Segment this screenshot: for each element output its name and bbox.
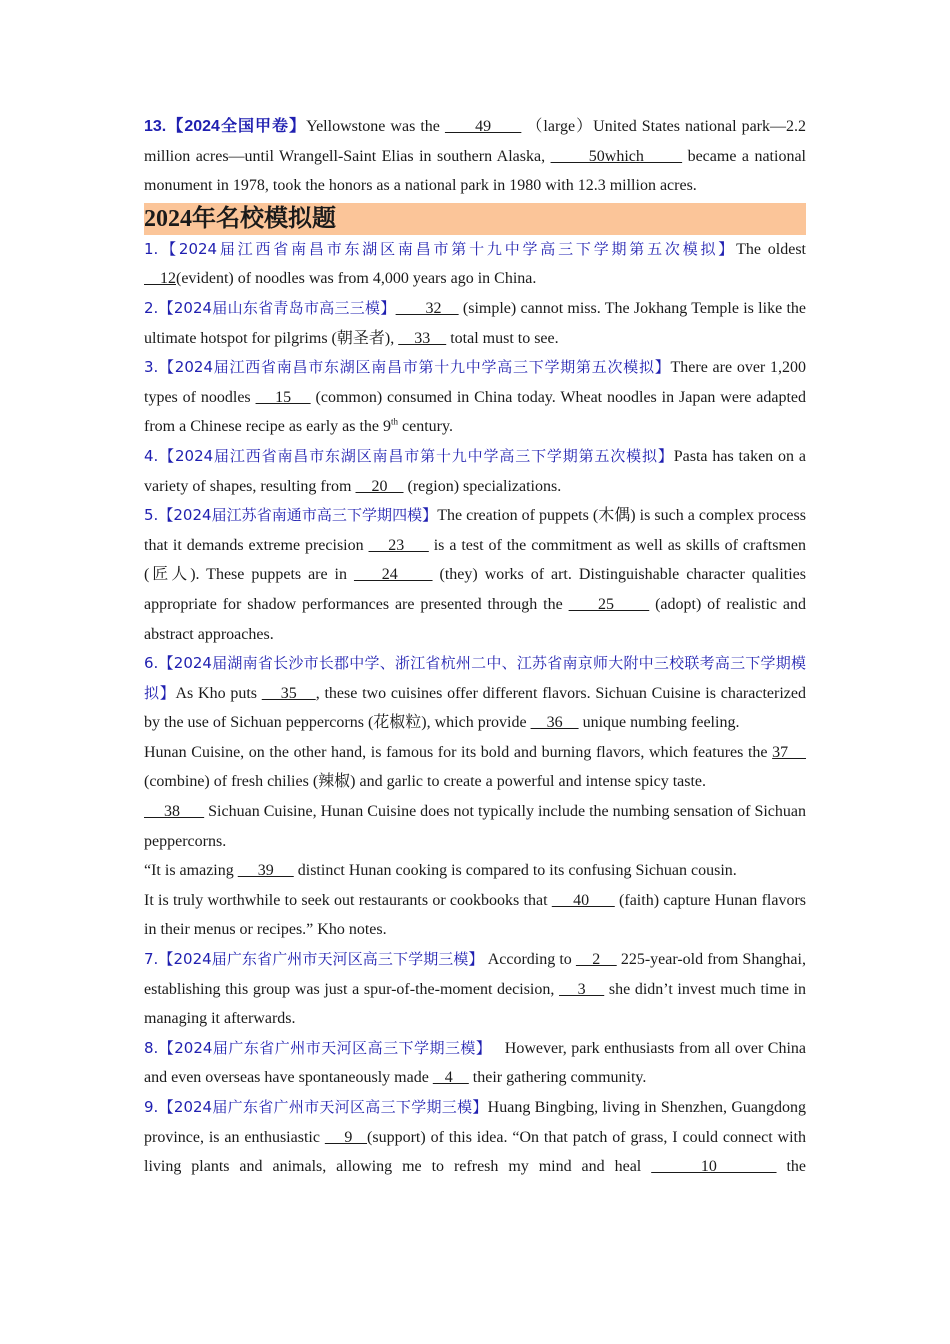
answer-blank: 12	[144, 270, 176, 288]
question-text: The oldest	[736, 240, 807, 258]
question-text: Yellowstone was the	[306, 118, 445, 135]
question-3	[144, 353, 806, 442]
question-6	[144, 649, 806, 738]
question-text: (region) specializations.	[403, 477, 562, 495]
answer-blank: 15	[255, 388, 311, 406]
question-text: century.	[398, 418, 453, 436]
answer-blank: 36	[530, 714, 579, 732]
answer-blank: 49	[444, 118, 522, 135]
question-2	[144, 294, 806, 353]
question-text: (adopt) of realistic and abstract approaches.	[144, 595, 807, 643]
question-text: (they) works of art. Distinguishable character qualities appropriate for shadow performances are presented through the	[144, 566, 806, 613]
question-number: 6.	[144, 654, 159, 673]
question-text: (evident) of noodles was from 4,000 years ago in China.	[176, 270, 537, 288]
section-heading: 2024年名校模拟题	[144, 203, 806, 235]
answer-blank: 9	[324, 1128, 368, 1146]
question-text: the	[776, 1158, 807, 1176]
question-number: 4.	[144, 446, 159, 465]
answer-blank: 24	[353, 566, 433, 584]
question-13	[144, 112, 806, 201]
question-text: is a test of the commitment as well as skills of craftsmen (匠人). These puppets are in	[144, 536, 806, 584]
question-text: 225-year-old from Shanghai, establishing this group was just a spur-of-the-moment decision,	[144, 951, 806, 998]
source-tag: 【2024全国甲卷】	[166, 118, 307, 135]
answer-blank: 2	[575, 951, 617, 969]
question-number: 2.	[144, 298, 159, 317]
question-number: 1.	[144, 239, 159, 258]
question-text: (support) of this idea. “On that patch of grass, I could connect with living plants and animals, allowing me to refresh my mind and heal	[144, 1128, 807, 1176]
question-text: Sichuan Cuisine, Hunan Cuisine does not typically include the numbing sensation of Sichuan peppercorns.	[144, 803, 806, 850]
answer-blank: 20	[355, 477, 404, 495]
answer-blank: 32	[395, 299, 459, 317]
question-text: “It is amazing	[144, 862, 238, 880]
question-text: total must to see.	[446, 329, 559, 347]
question-6-paragraph-2	[144, 738, 806, 797]
question-6-paragraph-4	[144, 856, 806, 886]
answer-blank: 35	[261, 684, 316, 702]
question-number: 9.	[144, 1098, 159, 1116]
question-text: (faith) capture Hunan flavors in their menus or recipes.” Kho notes.	[144, 891, 807, 939]
question-text: There are over 1,200 types of noodles	[144, 359, 806, 406]
document-page	[144, 112, 810, 1182]
question-text: However, park enthusiasts from all over China and even overseas have spontaneously made	[144, 1039, 810, 1087]
answer-blank: 50which	[550, 147, 683, 165]
answer-blank: 23	[368, 536, 429, 554]
question-text: As Kho puts	[175, 684, 262, 702]
question-6-paragraph-3	[144, 797, 806, 856]
question-text: became a national monument in 1978, took the honors as a national park in 1980 with 12.3 million acres.	[144, 147, 806, 195]
answer-blank: 40	[551, 891, 615, 909]
source-tag: 【2024届江西省南昌市东湖区南昌市第十九中学高三下学期第五次模拟】	[158, 358, 671, 377]
question-number: 8.	[144, 1038, 159, 1057]
answer-blank: 38	[144, 803, 205, 821]
question-text: unique numbing feeling.	[578, 714, 740, 732]
question-5	[144, 501, 806, 649]
source-tag: 【2024届江苏省南通市高三下学期四模】	[158, 506, 438, 525]
source-tag: 【2024届湖南省长沙市长郡中学、浙江省杭州二中、江苏省南京师大附中三校联考高三下学期模拟】	[144, 654, 806, 702]
answer-blank: 37	[772, 743, 806, 761]
question-8	[144, 1034, 810, 1093]
source-tag: 【2024届广东省广州市天河区高三下学期三模】	[158, 950, 484, 969]
source-tag: 【2024届江西省南昌市东湖区南昌市第十九中学高三下学期第五次模拟】	[158, 446, 674, 465]
source-tag: 【2024届江西省南昌市东湖区南昌市第十九中学高三下学期第五次模拟】	[158, 239, 737, 258]
answer-blank: 3	[559, 980, 605, 998]
question-text: (combine) of fresh chilies (辣椒) and garlic to create a powerful and intense spicy taste.	[144, 773, 707, 791]
question-7	[144, 945, 806, 1034]
question-text: (simple) cannot miss. The Jokhang Temple is like the ultimate hotspot for pilgrims (朝圣者),	[144, 299, 806, 347]
question-text: distinct Hunan cooking is compared to its confusing Sichuan cousin.	[293, 862, 737, 880]
question-text: (common) consumed in China today. Wheat noodles in Japan were adapted from a Chinese recipe as early as the 9	[144, 388, 807, 436]
question-text: , these two cuisines offer different flavors. Sichuan Cuisine is characterized by the use of Sichuan peppercorns (花椒粒), which provide	[144, 684, 806, 732]
question-text: their gathering community.	[468, 1069, 647, 1087]
question-text: Huang Bingbing, living in Shenzhen, Guangdong province, is an enthusiastic	[144, 1099, 807, 1146]
question-text: （large）United States national park—2.2 million acres—until Wrangell-Saint Elias in southern Alaska,	[144, 118, 806, 165]
answer-blank: 10	[651, 1158, 777, 1176]
source-tag: 【2024届广东省广州市天河区高三下学期三模】	[158, 1098, 488, 1116]
superscript: th	[391, 417, 399, 428]
question-number: 3.	[144, 358, 159, 377]
question-9	[144, 1093, 806, 1182]
source-tag: 【2024届山东省青岛市高三三模】	[158, 298, 396, 317]
question-text: Pasta has taken on a variety of shapes, resulting from	[144, 447, 806, 495]
question-text: Hunan Cuisine, on the other hand, is famous for its bold and burning flavors, which features the	[144, 743, 773, 761]
question-1	[144, 235, 806, 294]
answer-blank: 25	[568, 595, 650, 613]
question-6-paragraph-5	[144, 886, 806, 945]
answer-blank: 4	[432, 1069, 469, 1087]
question-number: 7.	[144, 950, 159, 969]
question-4	[144, 442, 806, 501]
question-text: she didn’t invest much time in managing it afterwards.	[144, 980, 807, 1028]
question-text: It is truly worthwhile to seek out restaurants or cookbooks that	[144, 891, 552, 909]
question-number: 5.	[144, 506, 159, 525]
answer-blank: 33	[398, 329, 447, 347]
question-number: 13.	[144, 118, 167, 135]
source-tag: 【2024届广东省广州市天河区高三下学期三模】	[158, 1038, 492, 1057]
question-text: According to	[483, 951, 576, 969]
question-text: The creation of puppets (木偶) is such a complex process that it demands extreme precision	[144, 507, 806, 554]
answer-blank: 39	[237, 862, 294, 880]
